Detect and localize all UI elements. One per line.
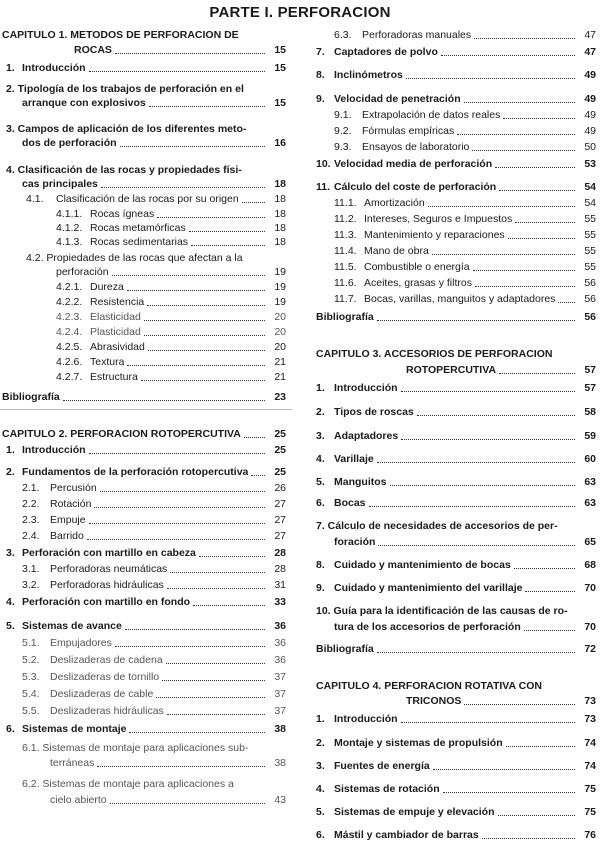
toc-entry-line1: 2. Tipología de los trabajos de perforación en el [6, 83, 244, 95]
toc-entry: 4. Sistemas de rotación 75 [316, 783, 596, 795]
toc-entry: 4.2.4. Plasticidad 20 [56, 326, 286, 338]
toc-entry: 5.4. Deslizaderas de cable 37 [22, 688, 286, 700]
toc-entry: 2.4. Barrido 27 [22, 530, 286, 542]
toc-entry: 11.7. Bocas, varillas, manguitos y adaptadores 56 [334, 293, 596, 305]
page-title: PARTE I. PERFORACION [209, 4, 391, 21]
toc-entry: 5. Sistemas de empuje y elevación 75 [316, 806, 596, 818]
toc-entry-line2: arranque con explosivos 15 [22, 97, 286, 109]
toc-entry: 4.2.7. Estructura 21 [56, 371, 286, 383]
toc-entry: 3.2. Perforadoras hidráulicas 31 [22, 579, 286, 591]
toc-entry: 9.3. Ensayos de laboratorio 50 [334, 141, 596, 153]
toc-entry-line1: 7. Cálculo de necesidades de accesorios de per- [316, 520, 558, 532]
toc-entry: 9.1. Extrapolación de datos reales 49 [334, 109, 596, 121]
toc-entry: 4.2.6. Textura 21 [56, 356, 286, 368]
toc-entry: 6.3. Perforadoras manuales 47 [334, 29, 596, 41]
toc-entry-line2: foración 65 [334, 536, 596, 548]
toc-entry: Bibliografía 72 [316, 643, 596, 655]
chapter-3-title-line2: ROTOPERCUTIVA 57 [406, 364, 596, 376]
toc-entry: 2. Tipos de roscas 58 [316, 406, 596, 418]
toc-entry: 10. Velocidad media de perforación 53 [316, 158, 596, 170]
toc-entry-line1: 4.2. Propiedades de las rocas que afectan a la [26, 252, 243, 264]
toc-entry: 2.2. Rotación 27 [22, 498, 286, 510]
toc-entry: 8. Cuidado y mantenimiento de bocas 68 [316, 559, 596, 571]
toc-entry: 11.3. Mantenimiento y reparaciones 55 [334, 229, 596, 241]
toc-entry: 4.2.2. Resistencia 19 [56, 296, 286, 308]
toc-entry-line2: cielo abierto 43 [50, 794, 286, 806]
toc-entry: 9.2. Fórmulas empíricas 49 [334, 125, 596, 137]
toc-entry: 4.2.1. Dureza 19 [56, 281, 286, 293]
toc-entry: 2.3. Empuje 27 [22, 514, 286, 526]
toc-entry: 5.1. Empujadores 36 [22, 637, 286, 649]
toc-entry: 4.1. Clasificación de las rocas por su origen 18 [26, 193, 286, 205]
toc-entry: 4.1.1. Rocas ígneas 18 [56, 208, 286, 220]
toc-entry: 6. Bocas 63 [316, 497, 596, 509]
toc-entry: 11.4. Mano de obra 55 [334, 245, 596, 257]
toc-entry: 2.1. Percusión 26 [22, 482, 286, 494]
toc-entry: 3.1. Perforadoras neumáticas 28 [22, 563, 286, 575]
toc-entry-line1: 6.2. Sistemas de montaje para aplicaciones a [22, 778, 234, 790]
chapter-2-title: CAPITULO 2. PERFORACION ROTOPERCUTIVA 25 [2, 428, 286, 440]
toc-entry: 4. Varillaje 60 [316, 453, 596, 465]
toc-entry-line2: perforación 19 [56, 266, 286, 278]
toc-entry: 11.6. Aceites, grasas y filtros 56 [334, 277, 596, 289]
toc-entry: 5.2. Deslizaderas de cadena 36 [22, 654, 286, 666]
toc-entry: 4. Perforación con martillo en fondo 33 [6, 596, 286, 608]
toc-entry: 1. Introducción 73 [316, 713, 596, 725]
toc-entry-line2: dos de perforación 16 [22, 137, 286, 149]
chapter-1-title-line1: CAPITULO 1. METODOS DE PERFORACION DE [2, 29, 239, 41]
toc-entry: 11. Cálculo del coste de perforación 54 [316, 181, 596, 193]
chapter-1-title-line2: ROCAS 15 [74, 44, 286, 56]
toc-entry: 9. Cuidado y mantenimiento del varillaje 70 [316, 582, 596, 594]
toc-entry-line1: 6.1. Sistemas de montaje para aplicaciones sub- [22, 742, 249, 754]
toc-entry: 7. Captadores de polvo 47 [316, 46, 596, 58]
chapter-4-title-line1: CAPITULO 4. PERFORACION ROTATIVA CON [316, 680, 542, 692]
toc-entry: 11.1. Amortización 54 [334, 197, 596, 209]
toc-entry-line2: tura de los accesorios de perforación 70 [334, 621, 596, 633]
toc-entry: 1. Introducción 25 [6, 444, 286, 456]
toc-entry: 11.2. Intereses, Seguros e Impuestos 55 [334, 213, 596, 225]
toc-entry: 4.1.3. Rocas sedimentarias 18 [56, 236, 286, 248]
toc-entry: 8. Inclinómetros 49 [316, 69, 596, 81]
toc-entry-line1: 10. Guía para la identificación de las causas de ro- [316, 605, 568, 617]
toc-entry: 3. Adaptadores 59 [316, 430, 596, 442]
toc-entry-line2: cas principales 18 [22, 178, 286, 190]
toc-entry: 1. Introducción 57 [316, 382, 596, 394]
toc-entry-line2: terráneas 38 [50, 757, 286, 769]
toc-entry: 6. Sistemas de montaje 38 [6, 723, 286, 735]
toc-entry: 3. Fuentes de energía 74 [316, 760, 596, 772]
toc-entry-line1: 3. Campos de aplicación de los diferentes meto- [6, 123, 247, 135]
toc-entry: 4.1.2. Rocas metamórficas 18 [56, 222, 286, 234]
toc-entry: 5. Manguitos 63 [316, 476, 596, 488]
toc-entry: 4.2.5. Abrasividad 20 [56, 341, 286, 353]
toc-entry: 3. Perforación con martillo en cabeza 28 [6, 547, 286, 559]
chapter-3-title-line1: CAPITULO 3. ACCESORIOS DE PERFORACION [316, 348, 553, 360]
toc-entry: 5. Sistemas de avance 36 [6, 620, 286, 632]
toc-entry: 11.5. Combustible o energía 55 [334, 261, 596, 273]
toc-entry: 5.5. Deslizaderas hidráulicas 37 [22, 705, 286, 717]
toc-entry: 2. Fundamentos de la perforación rotopercutiva 25 [6, 466, 286, 478]
toc-entry: Bibliografía 23 [2, 391, 286, 403]
divider [0, 409, 292, 410]
toc-entry: 5.3. Deslizaderas de tornillo 37 [22, 671, 286, 683]
toc-entry: Bibliografía 56 [316, 311, 596, 323]
toc-entry: 6. Mástil y cambiador de barras 76 [316, 829, 596, 841]
toc-entry: 2. Montaje y sistemas de propulsión 74 [316, 737, 596, 749]
toc-entry: 4.2.3. Elasticidad 20 [56, 311, 286, 323]
chapter-4-title-line2: TRICONOS 73 [406, 695, 596, 707]
toc-entry-line1: 4. Clasificación de las rocas y propiedades físi- [6, 164, 242, 176]
toc-entry: 1. Introducción 15 [6, 62, 286, 74]
toc-entry: 9. Velocidad de penetración 49 [316, 93, 596, 105]
